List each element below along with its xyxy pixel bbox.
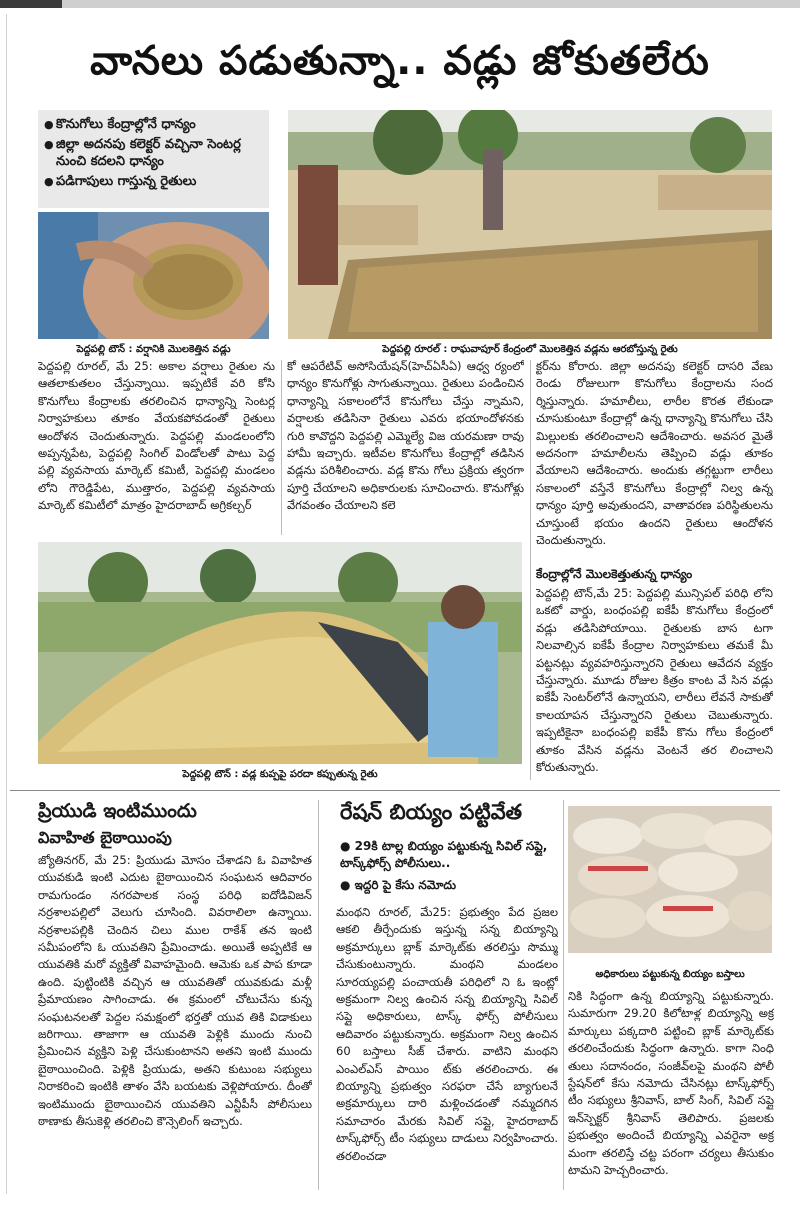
column-divider — [318, 800, 319, 1190]
photo-drying-paddy — [288, 110, 772, 339]
story1-col1: పెద్దపల్లి రూరల్, మే 25: అకాల వర్షాలు రైతుల ను ఆతలాకుతలం చేస్తున్నాయి. ఇప్పటికే వరి కోసి కొనుగోలు కేంద్రాలకు తరలించిన ధాన్యాన్ని సెంటర్ల నిర్వాహకులు తూకం వేయకపోవడంతో రైతులు ఆందోళన చెందుతున్నారు. పెద్దపల్లి మండలంలోని అప్పన్నపేట, పెద్దపల్లి సింగిల్ విండోలతో పాటు పెద్ద పల్లి వ్యవసాయ మార్కెట్ కమిటీ, పెద్దపల్లి మండలం లోని గౌరెడ్డిపేట, ముత్తారం, పెద్దపల్లి వ్యవసాయ మార్కెట్ కమిటీలో మాత్రం హైదరాబాద్ అగ్రికల్చర్ — [38, 359, 275, 513]
covering-scene-illustration — [38, 542, 522, 764]
story1-subhead: కేంద్రాల్లోనే మొలకెత్తుతున్న ధాన్యం — [536, 567, 693, 581]
section-divider — [10, 790, 780, 791]
caption-rice-photo: అధికారులు పట్టుకున్న బియ్యం బస్తాలు — [595, 969, 745, 980]
story1-col3: క్టర్‌ను కోరారు. జిల్లా అదనపు కలెక్టర్ దాసరి వేణు రెండు రోజులుగా కొనుగోలు కేంద్రాలను సంద ర్శిస్తున్నారు. హమాలీలు, లారీల కొరత లేకుండా చూసుకుంటూ కేంద్రాల్లో ఉన్న ధాన్యాన్ని కొనుగోలు చేసి మిల్లులకు తరలించాలని ఆదేశించారు. అవసర మైతే అదనంగా హమాలీలను తెప్పించి వడ్లు తూకం వేయాలని ఆదేశించారు. అందుకు తగ్గట్టుగా లారీలు సకాలంలో వస్తేనే కొనుగోలు కేంద్రాల్లో నిల్వ ఉన్న ధాన్యం పూర్తి అవుతుందని, వాతావరణ పరిస్థితులను చూస్తుంటే భయం ఉందని రైతులు ఆందోళన చెందుతున్నారు. — [536, 359, 773, 548]
caption-top-photo: పెద్దపల్లి రూరల్ : రాఘవాపూర్ కేంద్రంలో మొలకెత్తిన వడ్లను ఆరబోస్తున్న రైతు — [382, 344, 678, 355]
drying-scene-illustration — [288, 110, 772, 339]
bullet-item: ● కొనుగోలు కేంద్రాల్లోనే ధాన్యం — [44, 116, 263, 133]
rice-bags-illustration — [568, 806, 772, 953]
photo-sprouted-paddy — [38, 212, 269, 339]
story3-bullet — [340, 838, 558, 872]
caption-middle-photo: పెద్దపల్లి టౌన్ : వడ్ల కుప్పపై పరదా కప్పుతున్న రైతు — [182, 769, 378, 780]
story3-bullet-text: ఇద్దరి పై కేసు నమోదు — [354, 878, 457, 892]
photo-covering-heap — [38, 542, 522, 764]
story3-col2: నికి సిద్ధంగా ఉన్న బియ్యాన్ని పట్టుకున్నారు. సుమారుగా 29.20 కిలోటాళ్ల బియ్యాన్ని అక్ర మార్కులు పక్కదారి పట్టించి బ్లాక్ మార్కెట్‌కు తరలించేందుకు సిద్ధంగా ఉన్నారు. కాగా నింధి తులు సదానందం, సంజీవ్‌లపై మంథని పోలీ స్టేషన్‌లో కేసు నమోదు చేసినట్లు టాస్క్‌ఫోర్స్ టీం సభ్యులు శ్రీనివాస్, బాల్ సింగ్, సివిల్ సప్లై ఇన్‌స్పెక్టర్ శ్రీనివాస్ తెలిపారు. ప్రజలకు ప్రభుత్వం అందించే బియ్యాన్ని ఎవరైనా అక్ర మంగా తరలిస్తే చట్ట పరంగా చర్యలు తీసుకుం టామని హెచ్చరించారు. — [568, 989, 774, 1178]
story1-col3b: పెద్దపల్లి టౌన్,మే 25: పెద్దపల్లి మున్సిపల్ పరిధి లోని ఒకటో వార్డు, బంధంపల్లి ఐకేపీ కొనుగోలు కేంద్రంలో వడ్లు తడిసిపోయాయి. రైతులకు బాస టగా నిలవాల్సిన ఐకేపీ కేంద్రాల నిర్వాహకులు తమకే మీ పట్టనట్లు వ్యవహరిస్తున్నారని రైతులు ఆవేదన వ్యక్తం చేస్తున్నారు. మూడు రోజుల కిత్రం కాంట వే సిన వడ్లు ఐకేపీ సెంటర్‌లోనే ఉన్నాయని, లారీలు లేవనే సాకుతో కాలయాపన చేస్తున్నారని రైతులు చెబుతున్నారు. ఇప్పటికైనా బంధంపల్లి ఐకేపీ కొను గోలు కేంద్రంలో తూకం వేసిన వడ్లను వెంటనే తర లించాలని కోరుతున్నారు. — [536, 586, 773, 775]
bullet-item: ● జిల్లా అదనపు కలెక్టర్ వచ్చినా సెంటర్ల నుంచి కదలని ధాన్యం — [44, 136, 263, 170]
photo-rice-bags — [568, 806, 772, 953]
story3-col1: మంథని రూరల్, మే25: ప్రభుత్వం పేద ప్రజల ఆకలి తీర్చేందుకు ఇస్తున్న సన్న బియ్యాన్ని అక్రమార్కులు బ్లాక్ మార్కెట్‌కు తరలిస్తు సొమ్ము చేసుకుంటున్నారు. మంథని మండలం సూరయ్యపల్లి పంచాయతీ పరిధిలో ని ఓ ఇంట్లో అక్రమంగా నిల్వ ఉంచిన సన్న బియ్యాన్ని సివిల్ సప్లై అధికారులు, టాస్క్ ఫోర్స్ పోలీసులు ఆదివారం పట్టుకున్నారు. అక్రమంగా నిల్వ ఉంచిన 60 బస్తాలు సీజ్ చేశారు. వాటిని మంథని ఎంఎల్ఎస్ పాయిం ట్‌కు తరలించారు. ఈ బియ్యాన్ని ప్రభుత్వం సరఫరా చేసే బ్యాగులనే అక్రమార్కులు దారి మళ్లించడంతో నమ్మదగిన సమాచారం మేరకు సివిల్ సప్లై, హైదరాబాద్ టాస్క్‌ఫోర్స్ టీం సభ్యులు దాడులు నిర్వహించారు. తరలించడా — [336, 905, 558, 1163]
column-divider — [563, 800, 564, 1190]
bullet-dot: ● — [340, 839, 355, 853]
bullet-item: ● పడిగాపులు గాస్తున్న రైతులు — [44, 173, 263, 190]
story1-col2: కో ఆపరేటివ్ అసోసియేషన్(హెచ్ఏసీఏ) ఆధ్వ ర్యంలో ధాన్యం కొనుగోళ్లు సాగుతున్నాయి. రైతులు పండించిన ధాన్యాన్ని సకాలంలోనే కొనుగోలు చేస్తు న్నామని, వర్షాలకు తడిసినా రైతులు ఎవరు భయాందోళనకు గురి కావొద్దని పెద్దపల్లి ఎమ్మెల్యే విజ యరమణా రావు హామీ ఇచ్చారు. ఇటీవల కొనుగోలు కేంద్రాల్లో తడిసిన వడ్లను పరిశీలించారు. వడ్ల కొను గోలు ప్రక్రియ త్వరగా పూర్తి చేయాలని అధికారులకు సూచించారు. కొనుగోళ్లు వేగవంతం చేయాలని కలె — [287, 359, 524, 513]
bullet-dot: ● — [340, 878, 355, 892]
story3-bullet — [340, 878, 558, 895]
top-bar-tab — [0, 0, 62, 8]
story2-subtitle: వివాహిత బైఠాయింపు — [38, 828, 172, 847]
story2-body: జ్యోతినగర్, మే 25: ప్రియుడు మోసం చేశాడని ఓ వివాహిత యువకుడి ఇంటి ఎదుట బైఠాయించిన సంఘటన ఆదివారం రామగుండం నగరపాలక సంస్థ పరిధి ఐదోడివిజన్ నర్రశాలపల్లిలో వెలుగు చూసింది. వివరాలిలా ఉన్నాయి. నర్రశాలపల్లికి చెందిన చిలు ముల రాకేశ్ తన ఇంటి సమీపంలోని ఓ యువతిని ప్రేమించాడు. అయితే అప్పటికే ఆ యువతికి మరో వ్యక్తితో వివాహమైంది. ఆమెకు ఒక పాప కూడా ఉంది. పుట్టింటికి వచ్చిన ఆ యువతితో యువకుడు మళ్లీ ప్రేమాయణం సాగించాడు. ఈ క్రమంలో చోటుచేసు కున్న సంఘటనలతో పెద్దల సమక్షంలో భర్తతో యువ తికి విడాకులు జరిగాయి. తాజాగా ఆ యువతి పెళ్లికి ముందు నుంచి ప్రేమించిన వ్యక్తిని పెళ్లి చేసుకుంటానని అతని ఇంటి ముందు బైఠాయించింది. పెళ్లికి ప్రియుడు, అతని కుటుంబ సభ్యులు నిరాకరించి ఇంటికి తాళం వేసి బయటకు వెళ్లిపోయారు. దీంతో ఇంటిముందు బైఠాయించిన యువతిని ఎన్టీపీసీ పోలీసులు ఠాణాకు తీసుకెళ్లి తరలించి కౌన్సెలింగ్ ఇచ్చారు. — [38, 853, 312, 1129]
headline: వానలు పడుతున్నా.. వడ్లు జోకుతలేరు — [90, 38, 710, 84]
left-rule — [6, 14, 7, 1194]
story3-title: రేషన్ బియ్యం పట్టివేత — [340, 800, 522, 824]
column-divider — [530, 360, 531, 780]
hands-illustration — [38, 212, 269, 339]
story3-bullet-text: 29కి టాల్ల బియ్యం పట్టుకున్న సివిల్ సప్లై, టాస్క్‌ఫోర్స్ పోలీసులు.. — [340, 839, 548, 870]
column-divider — [281, 360, 282, 535]
top-bar — [0, 0, 800, 8]
summary-bullets — [38, 110, 269, 208]
story2-title: ప్రియుడి ఇంటిముందు — [38, 800, 197, 822]
caption-small-photo: పెద్దపల్లి టౌన్ : వర్షానికి మొలకెత్తిన వడ్లు — [76, 344, 231, 355]
